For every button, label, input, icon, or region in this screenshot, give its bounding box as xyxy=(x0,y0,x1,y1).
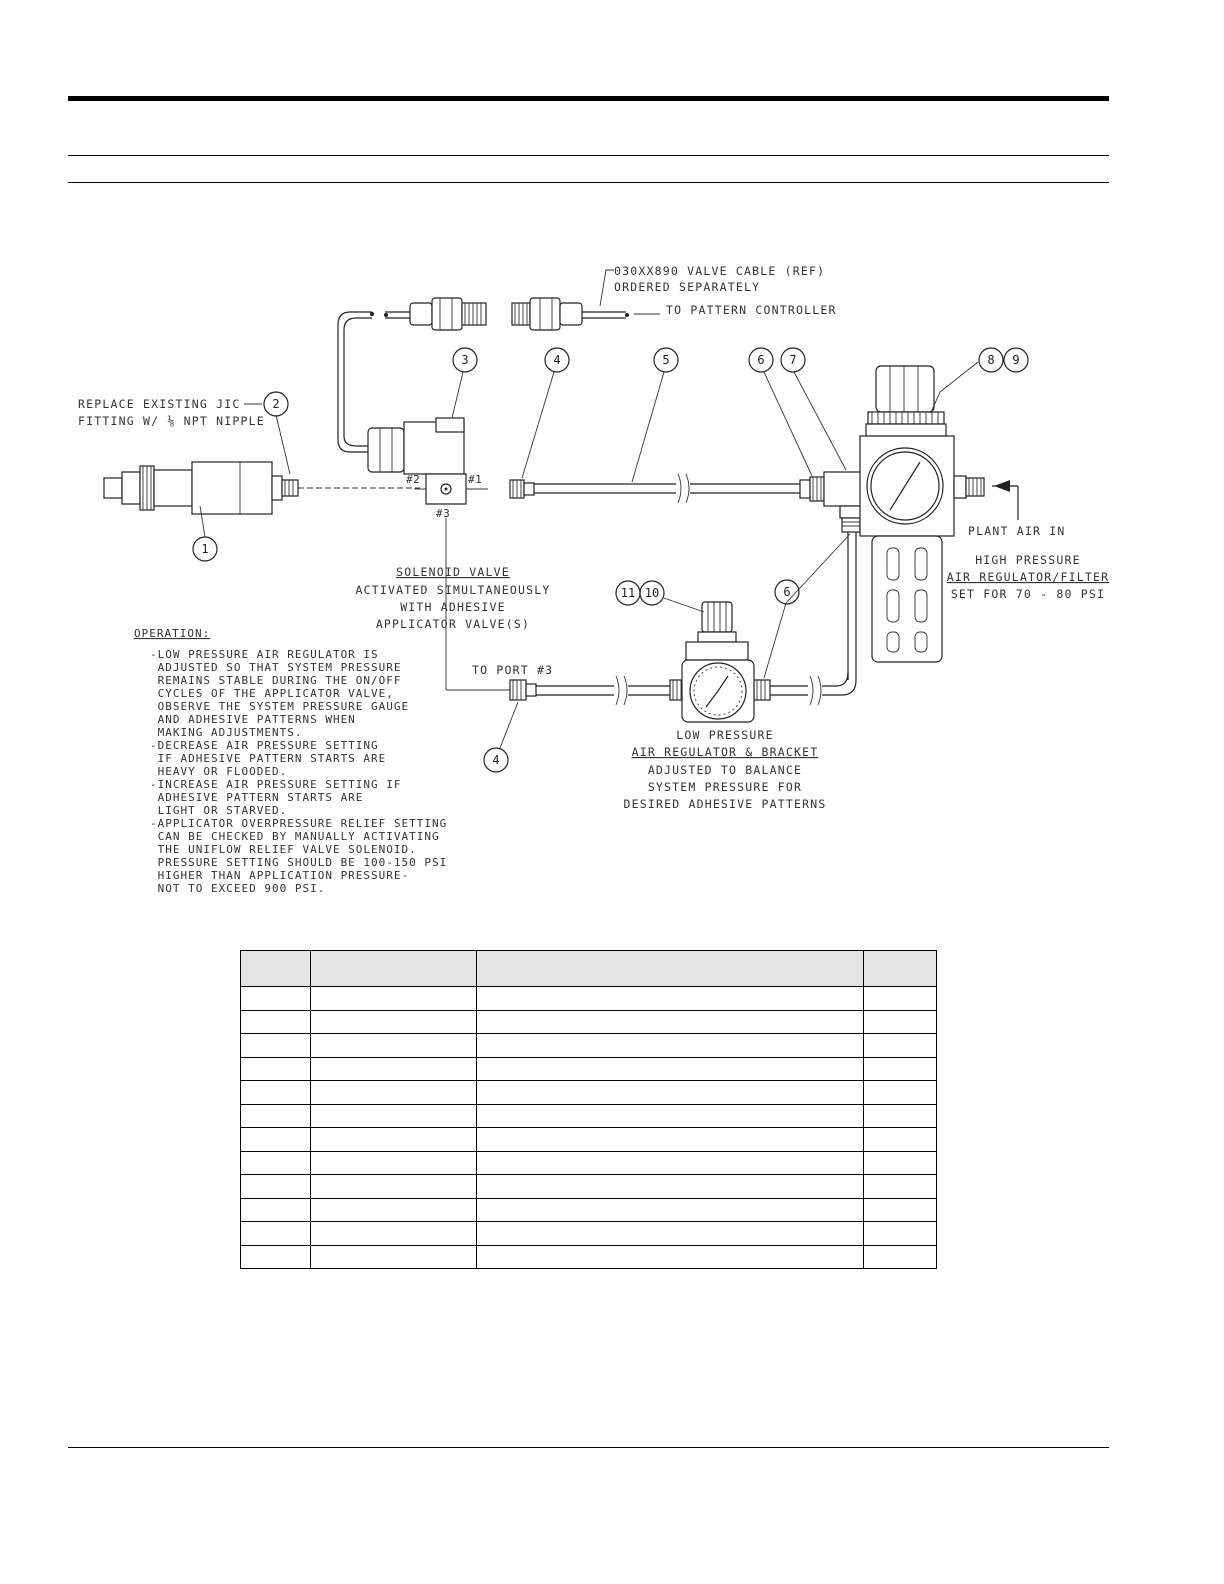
svg-text:1: 1 xyxy=(201,542,209,556)
table-cell xyxy=(864,1104,937,1128)
svg-text:6: 6 xyxy=(757,353,765,367)
table-cell xyxy=(241,951,311,987)
table-row xyxy=(241,1222,937,1246)
table-cell xyxy=(864,951,937,987)
table-cell xyxy=(241,1034,311,1058)
table-cell xyxy=(477,1034,864,1058)
table-cell xyxy=(477,1128,864,1152)
table-cell xyxy=(241,1104,311,1128)
table-row xyxy=(241,1104,937,1128)
svg-text:9: 9 xyxy=(1012,353,1020,367)
table-cell xyxy=(864,1151,937,1175)
high-pressure-regulator xyxy=(860,366,1018,662)
table-cell xyxy=(241,1010,311,1034)
svg-text:LIGHT OR STARVED.: LIGHT OR STARVED. xyxy=(150,804,288,817)
operation-notes xyxy=(134,627,447,895)
svg-text:6: 6 xyxy=(783,585,791,599)
callout-7 xyxy=(781,348,805,372)
callout-2 xyxy=(264,392,288,416)
high-pressure-note xyxy=(947,553,1109,601)
table-cell xyxy=(311,987,477,1011)
table-cell xyxy=(241,1081,311,1105)
svg-text:IF ADHESIVE PATTERN STARTS ARE: IF ADHESIVE PATTERN STARTS ARE xyxy=(150,752,387,765)
table-cell xyxy=(311,1104,477,1128)
table-row xyxy=(241,1081,937,1105)
svg-text:AIR REGULATOR/FILTER: AIR REGULATOR/FILTER xyxy=(946,570,1110,584)
replace-fitting-note xyxy=(78,397,265,428)
svg-text:ADJUSTED SO THAT SYSTEM PRESSU: ADJUSTED SO THAT SYSTEM PRESSURE xyxy=(150,661,402,674)
table-cell xyxy=(864,1081,937,1105)
table-cell xyxy=(864,1222,937,1246)
table-cell xyxy=(864,1010,937,1034)
svg-text:5: 5 xyxy=(662,353,670,367)
svg-text:-DECREASE AIR PRESSURE SETTING: -DECREASE AIR PRESSURE SETTING xyxy=(150,739,379,752)
table-cell xyxy=(477,1057,864,1081)
low-pressure-note xyxy=(623,728,826,811)
table-cell xyxy=(311,951,477,987)
table-row xyxy=(241,1034,937,1058)
svg-text:HIGH PRESSURE: HIGH PRESSURE xyxy=(975,553,1081,567)
table-row xyxy=(241,987,937,1011)
callout-4-lower xyxy=(484,748,508,772)
table-cell xyxy=(311,1198,477,1222)
table-cell xyxy=(241,1057,311,1081)
solenoid-valve-note xyxy=(356,565,551,631)
port-2-label: #2 xyxy=(406,473,421,486)
table-cell xyxy=(477,951,864,987)
table-cell xyxy=(241,987,311,1011)
callout-6-lower xyxy=(775,580,799,604)
table-cell xyxy=(864,987,937,1011)
table-cell xyxy=(477,1198,864,1222)
table-cell xyxy=(311,1057,477,1081)
table-row xyxy=(241,1151,937,1175)
svg-text:REPLACE EXISTING JIC: REPLACE EXISTING JIC xyxy=(78,397,241,411)
cable-note xyxy=(614,264,825,294)
svg-text:4: 4 xyxy=(553,353,561,367)
callout-6-upper xyxy=(749,348,773,372)
table-cell xyxy=(241,1128,311,1152)
svg-text:REMAINS STABLE DURING THE ON/O: REMAINS STABLE DURING THE ON/OFF xyxy=(150,674,402,687)
table-cell xyxy=(864,1128,937,1152)
callout-8 xyxy=(979,348,1003,372)
port-3-label: #3 xyxy=(436,507,451,520)
table-cell xyxy=(311,1151,477,1175)
svg-text:PRESSURE SETTING SHOULD BE 100: PRESSURE SETTING SHOULD BE 100-150 PSI xyxy=(150,856,448,869)
svg-text:-INCREASE AIR PRESSURE SETTING: -INCREASE AIR PRESSURE SETTING IF xyxy=(150,778,402,791)
table-cell xyxy=(311,1010,477,1034)
table-cell xyxy=(477,1010,864,1034)
valve-cable xyxy=(338,270,660,452)
svg-text:CAN BE CHECKED BY MANUALLY ACT: CAN BE CHECKED BY MANUALLY ACTIVATING xyxy=(150,830,440,843)
callout-11 xyxy=(616,581,640,605)
table-cell xyxy=(864,1034,937,1058)
svg-text:FITTING W/ ⅛ NPT NIPPLE: FITTING W/ ⅛ NPT NIPPLE xyxy=(78,414,265,428)
table-cell xyxy=(477,1175,864,1199)
svg-text:8: 8 xyxy=(987,353,995,367)
solenoid-valve xyxy=(368,418,510,690)
table-cell xyxy=(864,1175,937,1199)
svg-text:AIR REGULATOR & BRACKET: AIR REGULATOR & BRACKET xyxy=(631,745,819,759)
table-row xyxy=(241,1175,937,1199)
svg-text:7: 7 xyxy=(789,353,797,367)
svg-text:APPLICATOR VALVE(S): APPLICATOR VALVE(S) xyxy=(375,617,531,631)
parts-table xyxy=(240,950,937,1269)
table-cell xyxy=(241,1245,311,1269)
svg-text:4: 4 xyxy=(492,753,500,767)
callout-9 xyxy=(1004,348,1028,372)
svg-text:WITH ADHESIVE: WITH ADHESIVE xyxy=(400,600,506,614)
table-row xyxy=(241,1010,937,1034)
svg-text:2: 2 xyxy=(272,397,280,411)
table-cell xyxy=(477,1245,864,1269)
callout-4-upper xyxy=(545,348,569,372)
svg-text:-APPLICATOR OVERPRESSURE RELIE: -APPLICATOR OVERPRESSURE RELIEF SETTING xyxy=(150,817,448,830)
svg-text:ADJUSTED TO BALANCE: ADJUSTED TO BALANCE xyxy=(647,763,803,777)
table-cell xyxy=(241,1175,311,1199)
table-cell xyxy=(241,1151,311,1175)
svg-text:ADHESIVE PATTERN STARTS ARE: ADHESIVE PATTERN STARTS ARE xyxy=(150,791,364,804)
table-cell xyxy=(311,1175,477,1199)
svg-text:CYCLES OF THE APPLICATOR VALVE: CYCLES OF THE APPLICATOR VALVE, xyxy=(150,687,394,700)
table-cell xyxy=(311,1245,477,1269)
svg-text:HIGHER THAN APPLICATION PRESSU: HIGHER THAN APPLICATION PRESSURE- xyxy=(150,869,410,882)
table-row xyxy=(241,1198,937,1222)
svg-text:SOLENOID VALVE: SOLENOID VALVE xyxy=(396,565,510,579)
callout-3 xyxy=(453,348,477,372)
svg-text:THE UNIFLOW RELIEF VALVE SOLEN: THE UNIFLOW RELIEF VALVE SOLENOID. xyxy=(150,843,417,856)
svg-text:-LOW PRESSURE AIR REGULATOR IS: -LOW PRESSURE AIR REGULATOR IS xyxy=(150,648,379,661)
callout-10 xyxy=(640,581,664,605)
svg-text:AND ADHESIVE PATTERNS WHEN: AND ADHESIVE PATTERNS WHEN xyxy=(150,713,356,726)
to-port-3-label: TO PORT #3 xyxy=(472,663,554,677)
svg-text:OBSERVE THE SYSTEM PRESSURE GA: OBSERVE THE SYSTEM PRESSURE GAUGE xyxy=(150,700,410,713)
table-row xyxy=(241,1128,937,1152)
callout-5 xyxy=(654,348,678,372)
table-header-row xyxy=(241,951,937,987)
svg-text:030XX890 VALVE CABLE (REF): 030XX890 VALVE CABLE (REF) xyxy=(614,264,826,278)
callout-1 xyxy=(193,537,217,561)
footer-rule xyxy=(68,1447,1109,1448)
to-pattern-controller-label: TO PATTERN CONTROLLER xyxy=(666,303,837,317)
table-cell xyxy=(477,1081,864,1105)
table-cell xyxy=(241,1222,311,1246)
low-pressure-regulator xyxy=(682,602,754,722)
table-row xyxy=(241,1245,937,1269)
svg-text:11: 11 xyxy=(620,586,636,600)
table-cell xyxy=(864,1198,937,1222)
svg-text:HEAVY OR FLOODED.: HEAVY OR FLOODED. xyxy=(150,765,288,778)
table-cell xyxy=(477,1151,864,1175)
table-cell xyxy=(311,1081,477,1105)
svg-text:ACTIVATED SIMULTANEOUSLY: ACTIVATED SIMULTANEOUSLY xyxy=(355,583,551,597)
svg-text:ORDERED SEPARATELY: ORDERED SEPARATELY xyxy=(614,280,761,294)
svg-text:SET FOR 70 - 80 PSI: SET FOR 70 - 80 PSI xyxy=(950,587,1106,601)
table-cell xyxy=(864,1245,937,1269)
table-cell xyxy=(311,1034,477,1058)
port-1-label: #1 xyxy=(468,473,483,486)
table-cell xyxy=(477,987,864,1011)
svg-text:NOT TO EXCEED 900 PSI.: NOT TO EXCEED 900 PSI. xyxy=(150,882,326,895)
table-cell xyxy=(864,1057,937,1081)
svg-text:3: 3 xyxy=(461,353,469,367)
svg-text:OPERATION:: OPERATION: xyxy=(134,627,211,640)
svg-text:MAKING ADJUSTMENTS.: MAKING ADJUSTMENTS. xyxy=(150,726,303,739)
table-cell xyxy=(311,1128,477,1152)
svg-text:DESIRED ADHESIVE PATTERNS: DESIRED ADHESIVE PATTERNS xyxy=(623,797,827,811)
table-cell xyxy=(477,1222,864,1246)
table-cell xyxy=(311,1222,477,1246)
table-cell xyxy=(477,1104,864,1128)
svg-text:LOW PRESSURE: LOW PRESSURE xyxy=(676,728,774,742)
svg-text:10: 10 xyxy=(644,586,660,600)
table-cell xyxy=(241,1198,311,1222)
table-row xyxy=(241,1057,937,1081)
plant-air-in-label: PLANT AIR IN xyxy=(968,524,1066,538)
svg-text:SYSTEM PRESSURE FOR: SYSTEM PRESSURE FOR xyxy=(647,780,803,794)
